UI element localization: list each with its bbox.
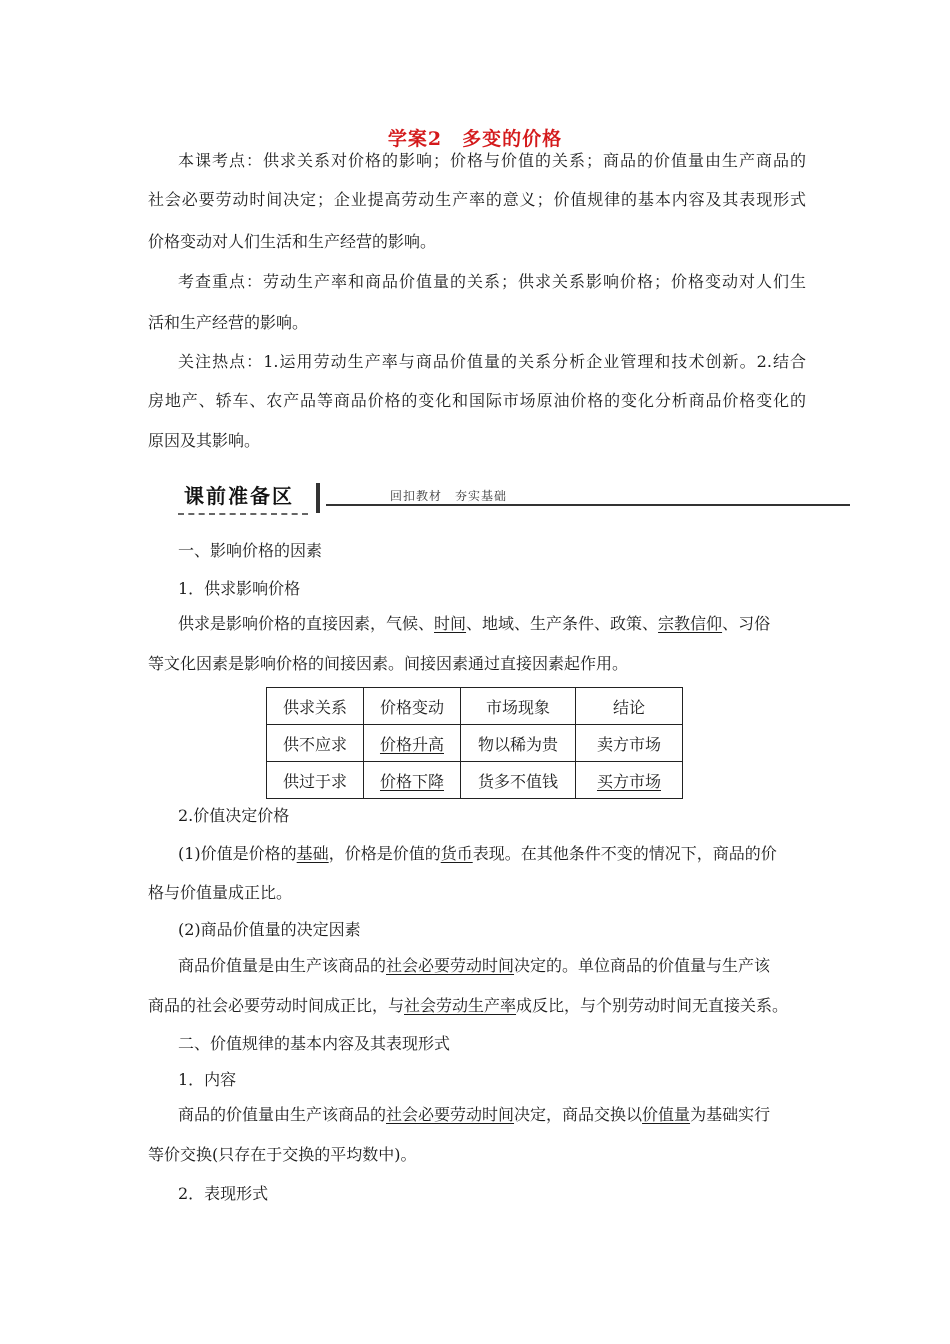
section1-p1-line1 [178, 614, 770, 634]
underlined-term: 社会必要劳动时间 [386, 1105, 515, 1124]
section2-heading: 二、价值规律的基本内容及其表现形式 [178, 1034, 451, 1053]
kaodian-line-3: 价格变动对人们生活和生产经营的影响。 [148, 232, 437, 251]
table-header-cell: 供求关系 [267, 688, 364, 725]
section2-sub1: 1．内容 [178, 1070, 237, 1089]
table-cell: 供不应求 [267, 725, 364, 762]
text-span: 商品的社会必要劳动时间成正比，与 [148, 996, 405, 1015]
page-title: 学案2 多变的价格 [387, 128, 563, 150]
underlined-term: 社会必要劳动时间 [386, 956, 515, 975]
section2-p1-line1 [178, 1105, 770, 1125]
banner-rule [326, 504, 850, 506]
redian-line-2: 房地产、轿车、农产品等商品价格的变化和国际市场原油价格的变化分析商品价格变化的 [148, 391, 806, 410]
section1-sub2: 2.价值决定价格 [178, 806, 290, 825]
banner-dashed-underline [178, 513, 308, 515]
table-header-row [267, 688, 683, 725]
section1-p3-line1 [178, 956, 770, 976]
text-span: 决定的。单位商品的价值量与生产该 [514, 956, 771, 975]
text-span: 供求是影响价格的直接因素，气候、 [178, 614, 435, 633]
section1-p2-line2: 格与价值量成正比。 [148, 883, 293, 902]
text-span: 商品的价值量由生产该商品的 [178, 1105, 387, 1124]
banner-divider [316, 483, 320, 513]
section1-p3-line2 [148, 996, 788, 1016]
redian-line-1: 关注热点：1.运用劳动生产率与商品价值量的关系分析企业管理和技术创新。2.结合 [178, 352, 806, 371]
zhongdian-line-1: 考查重点：劳动生产率和商品价值量的关系；供求关系影响价格；价格变动对人们生 [178, 272, 806, 291]
section1-p2-line1 [178, 844, 777, 864]
table-header-cell: 结论 [576, 688, 683, 725]
banner-subtitle: 回扣教材 夯实基础 [390, 489, 508, 503]
banner-label: 课前准备区 [184, 484, 294, 508]
text-span: (1)价值是价格的 [178, 844, 297, 863]
kaodian-line-2: 社会必要劳动时间决定；企业提高劳动生产率的意义；价值规律的基本内容及其表现形式 [148, 190, 806, 209]
table-cell-underlined: 买方市场 [576, 762, 683, 799]
text-span: 、地域、生产条件、政策、 [466, 614, 659, 633]
table-header-cell: 价格变动 [364, 688, 461, 725]
kaodian-line-1: 本课考点：供求关系对价格的影响；价格与价值的关系；商品的价值量由生产商品的 [178, 151, 806, 170]
section1-sub3: (2)商品价值量的决定因素 [178, 920, 361, 939]
text-span: 为基础实行 [690, 1105, 771, 1124]
section-banner [178, 479, 850, 519]
section2-p1-line2: 等价交换(只存在于交换的平均数中)。 [148, 1145, 417, 1164]
section1-heading: 一、影响价格的因素 [178, 541, 323, 560]
table-cell: 货多不值钱 [461, 762, 576, 799]
supply-demand-table [266, 687, 683, 799]
redian-line-3: 原因及其影响。 [148, 431, 261, 450]
text-span: 成反比，与个别劳动时间无直接关系。 [516, 996, 789, 1015]
section1-p1-line2: 等文化因素是影响价格的间接因素。间接因素通过直接因素起作用。 [148, 654, 629, 673]
table-row [267, 762, 683, 799]
section2-sub2: 2．表现形式 [178, 1184, 269, 1203]
underlined-term: 宗教信仰 [658, 614, 723, 633]
text-span: 决定，商品交换以 [514, 1105, 643, 1124]
underlined-term: 价值量 [642, 1105, 691, 1124]
table-cell: 供过于求 [267, 762, 364, 799]
underlined-term: 社会劳动生产率 [404, 996, 517, 1015]
table-cell-underlined: 价格升高 [364, 725, 461, 762]
table-header-cell: 市场现象 [461, 688, 576, 725]
text-span: 商品价值量是由生产该商品的 [178, 956, 387, 975]
section1-sub1: 1．供求影响价格 [178, 579, 301, 598]
underlined-term: 时间 [434, 614, 467, 633]
table-cell: 物以稀为贵 [461, 725, 576, 762]
text-span: ，价格是价值的 [328, 844, 441, 863]
underlined-term: 基础 [296, 844, 329, 863]
text-span: 表现。在其他条件不变的情况下，商品的价 [472, 844, 777, 863]
table-cell: 卖方市场 [576, 725, 683, 762]
underlined-term: 货币 [440, 844, 473, 863]
table-row [267, 725, 683, 762]
zhongdian-line-2: 活和生产经营的影响。 [148, 313, 309, 332]
text-span: 、习俗 [722, 614, 771, 633]
table-cell-underlined: 价格下降 [364, 762, 461, 799]
